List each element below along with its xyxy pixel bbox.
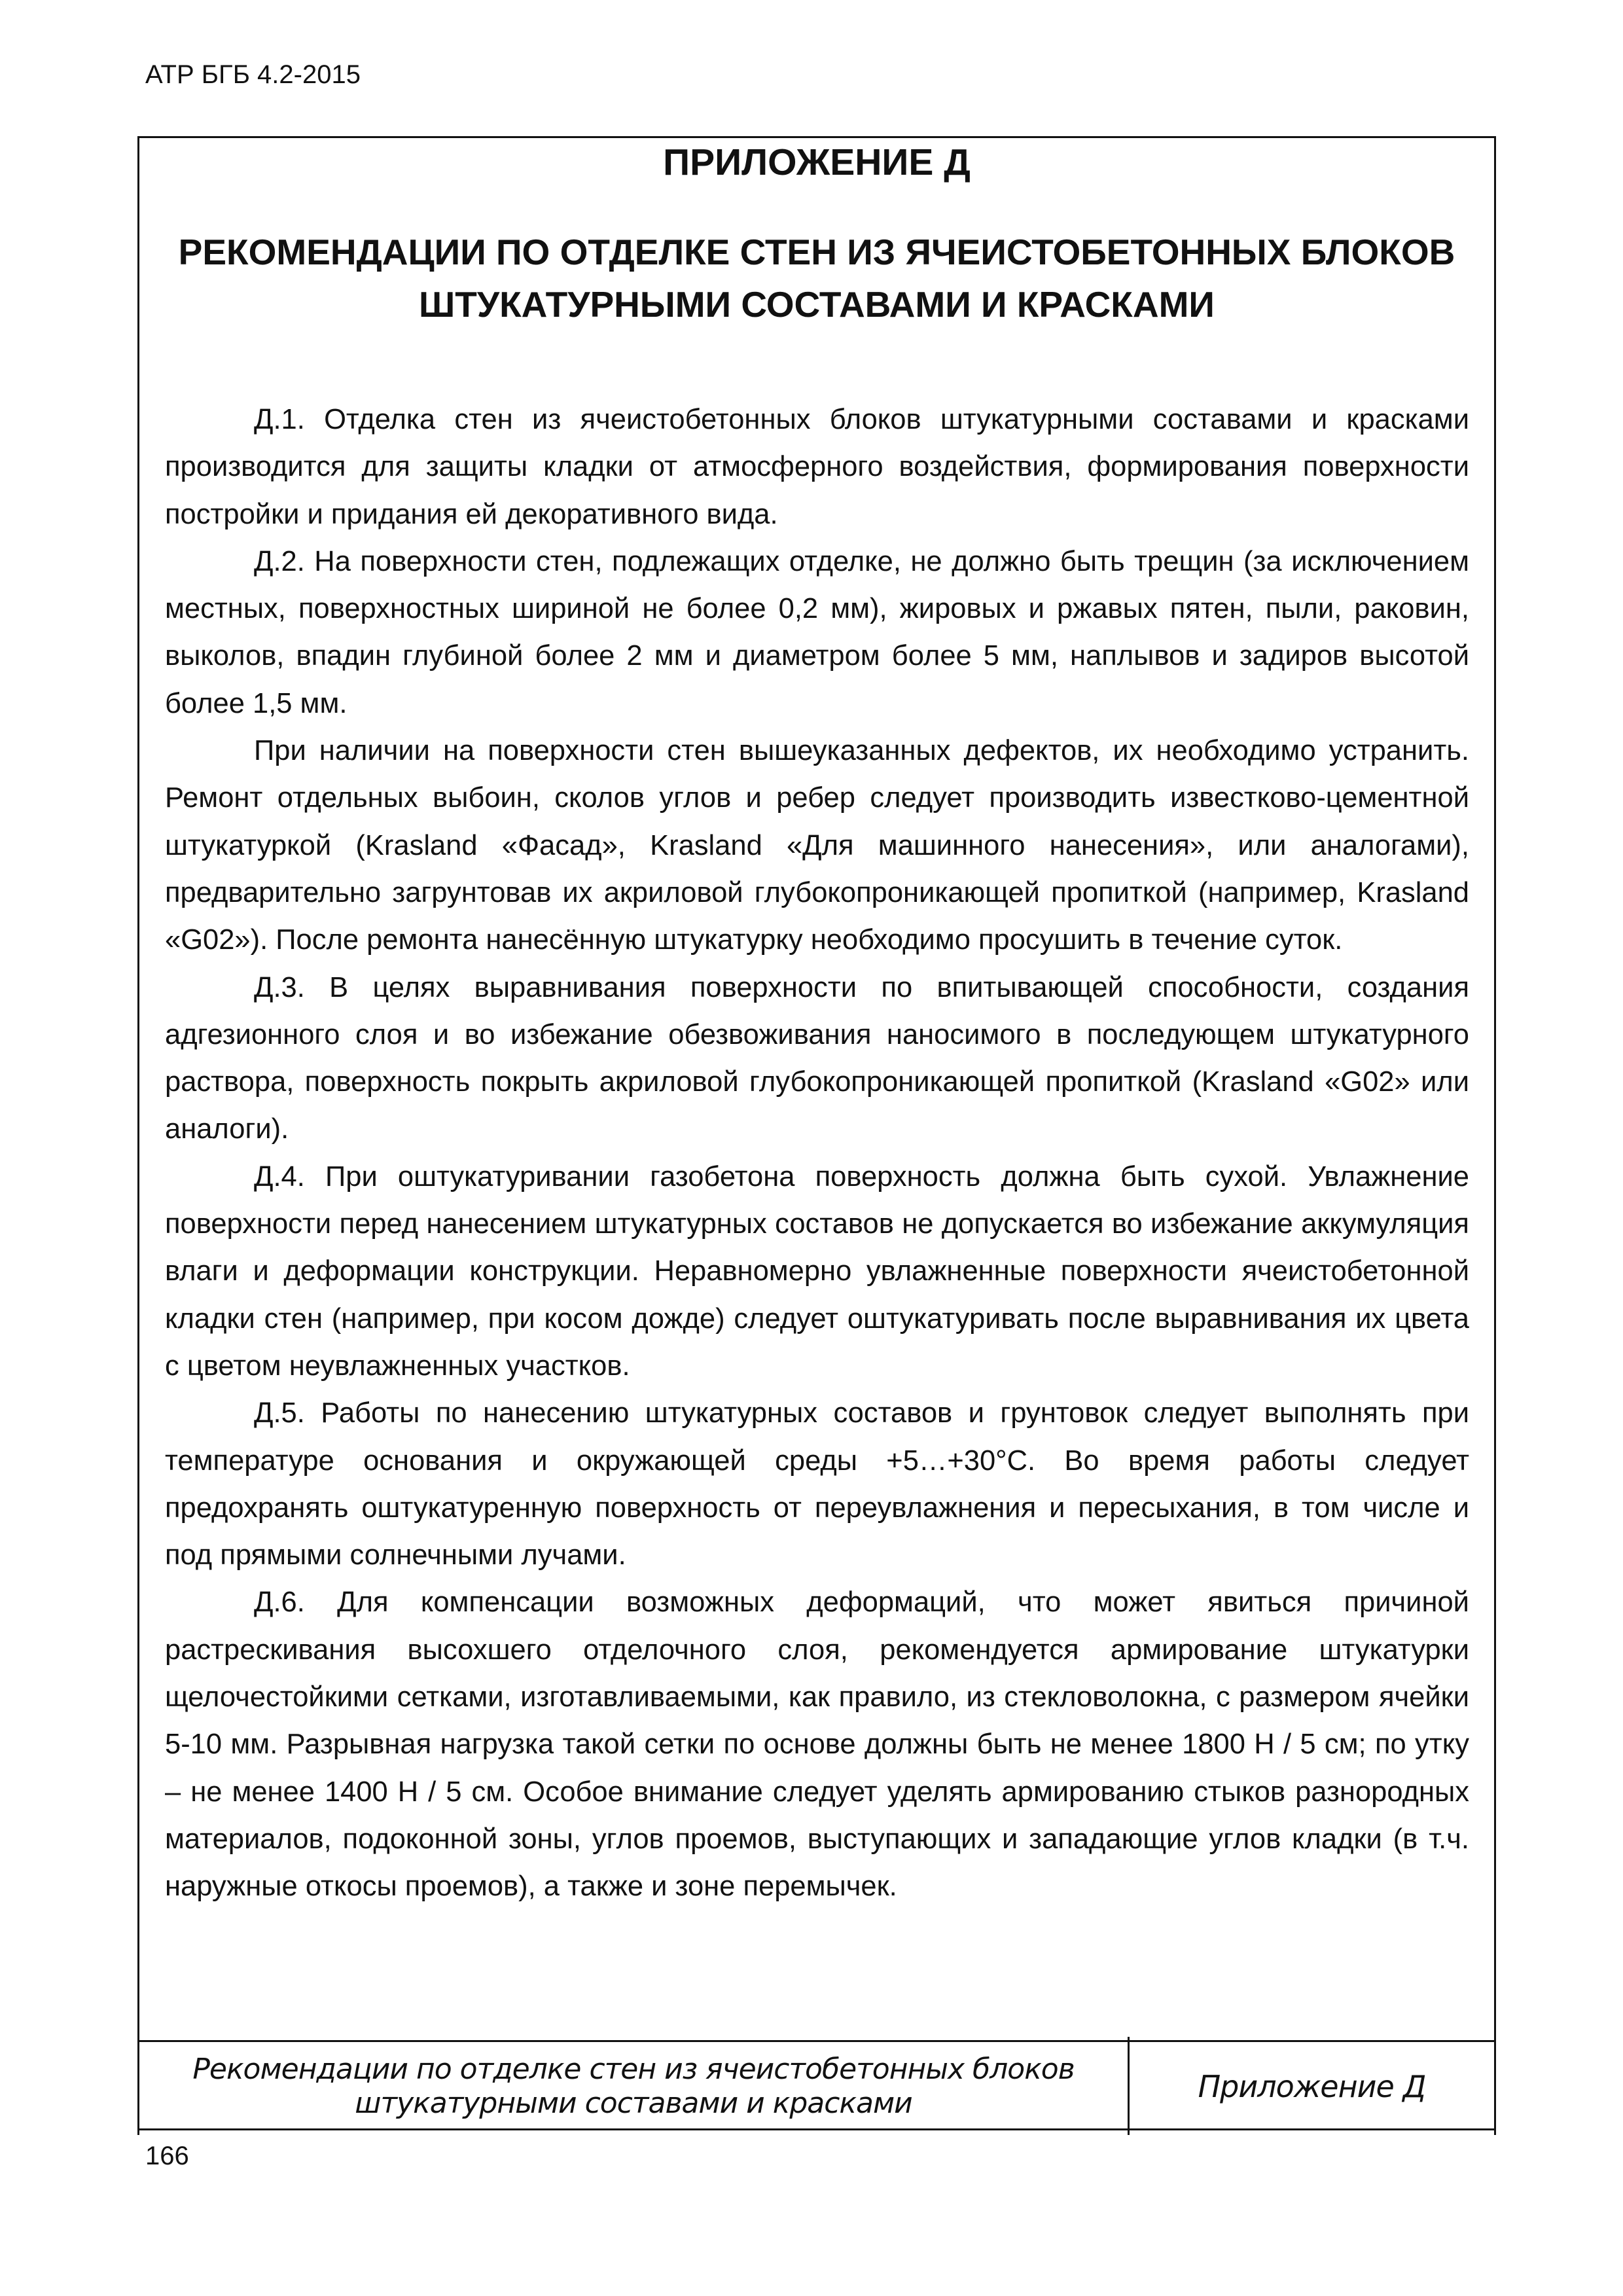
paragraph-d6: Д.6. Для компенсации возможных деформаций, что может явиться причиной растрескивания высохшего отделочного слоя, рекомендуется армирование штукатурки щелочестойкими сетками, изготавливаемыми, как правило, из стекловолокна, с размером ячейки 5-10 мм. Разрывная нагрузка такой сетки по основе должны быть не менее 1800 Н / 5 см; по утку – не менее 1400 Н / 5 см. Особое внимание следует уделять армированию стыков разнородных материалов, подоконной зоны, углов проемов, выступающих и западающие углов кладки (в т.ч. наружные откосы проемов), а также и зоне перемычек.: [165, 1587, 1469, 1903]
title-block-title-line-1: Рекомендации по отделке стен из ячеистобетонных блоков: [192, 2052, 1075, 2086]
title-block-title-line-2: штукатурными составами и красками: [355, 2086, 912, 2120]
title-block-section: Приложение Д: [1198, 2068, 1426, 2104]
section-title-line-2: ШТУКАТУРНЫМИ СОСТАВАМИ И КРАСКАМИ: [419, 284, 1215, 325]
paragraph-d3: Д.3. В целях выравнивания поверхности по впитывающей способности, создания адгезионного слоя и во избежание обезвоживания наносимого в последующем штукатурного раствора, поверхность покрыть акриловой глубокопроникающей пропиткой (Krasland «G02» или аналоги).: [165, 971, 1469, 1145]
paragraph-d1: Д.1. Отделка стен из ячеистобетонных блоков штукатурными составами и красками производится для защиты кладки от атмосферного воздействия, формирования поверхности постройки и придания ей декоративного вида.: [165, 404, 1469, 530]
section-title: [137, 226, 1496, 331]
document-code: АТР БГБ 4.2-2015: [145, 60, 361, 89]
body-text: [165, 396, 1469, 1910]
paragraph-d5: Д.5. Работы по нанесению штукатурных составов и грунтовок следует выполнять при температуре основания и окружающей среды +5…+30°С. Во время работы следует предохранять оштукатуренную поверхность от переувлажнения и пересыхания, в том числе и под прямыми солнечными лучами.: [165, 1397, 1469, 1571]
title-block-title: [139, 2043, 1128, 2129]
paragraph-d2-defects: При наличии на поверхности стен вышеуказанных дефектов, их необходимо устранить. Ремонт отдельных выбоин, сколов углов и ребер следует производить известково-цементной штукатуркой (Krasland «Фасад», Krasland «Для машинного нанесения», или аналогами), предварительно загрунтовав их акриловой глубокопроникающей пропиткой (например, Krasland «G02»). После ремонта нанесённую штукатурку необходимо просушить в течение суток.: [165, 735, 1469, 956]
title-block-tick: [1494, 2125, 1496, 2135]
page-number: 166: [145, 2142, 189, 2170]
paragraph-d2: Д.2. На поверхности стен, подлежащих отделке, не должно быть трещин (за исключением местных, поверхностных шириной не более 0,2 мм), жировых и ржавых пятен, пыли, раковин, выколов, впадин глубиной более 2 мм и диаметром более 5 мм, наплывов и задиров высотой более 1,5 мм.: [165, 545, 1469, 719]
paragraph-d4: Д.4. При оштукатуривании газобетона поверхность должна быть сухой. Увлажнение поверхности перед нанесением штукатурных составов не допускается во избежание аккумуляция влаги и деформации конструкции. Неравномерно увлажненные поверхности ячеистобетонной кладки стен (например, при косом дожде) следует оштукатуривать после выравнивания их цвета с цветом неувлажненных участков.: [165, 1160, 1469, 1382]
section-title-line-1: РЕКОМЕНДАЦИИ ПО ОТДЕЛКЕ СТЕН ИЗ ЯЧЕИСТОБЕТОННЫХ БЛОКОВ: [178, 232, 1455, 272]
appendix-heading: ПРИЛОЖЕНИЕ Д: [663, 141, 971, 183]
title-block-tick: [1494, 2037, 1496, 2047]
